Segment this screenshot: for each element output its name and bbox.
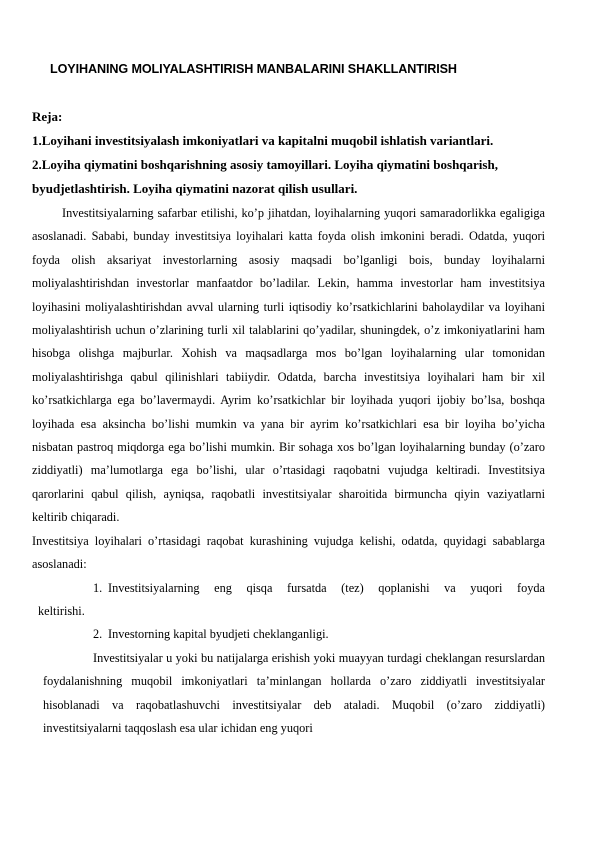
list-item-2-number: 2. <box>93 627 103 642</box>
list-item-1-number: 1. <box>93 580 103 595</box>
list-item-1 <box>32 577 545 600</box>
plan-item-1: 1.Loyihani investitsiyalash imkoniyatlari va kapitalni muqobil ishlatish variantlari. <box>32 133 494 148</box>
paragraph-1: Investitsiyalarning safarbar etilishi, ko’p jihatdan, loyihalarning yuqori samaradorlikka egaligiga asoslanadi. Sababi, bunday investitsiya loyihalari katta foyda olish imkonini beradi. Odatda, yuqori foyda olish aksariyat investorlarning asosiy maqsadi bo’lganligi bois, bunday loyihalarni moliyalashtirishdan investorlar manfaatdor bo’ladilar. Lekin, hamma investorlar ham investitsiya loyihasini moliyalashtirishdan avval ularning turli iqtisodiy ko’rsatkichlarini baholaydilar va loyihani moliyalashtirish uchun o’zlarining turli xil talablarini qo’yadilar, shuningdek, o’z imkoniyatlarini ham hisobga olishga majburlar. Xohish va maqsadlarga mos bo’lgan loyihalarning ular tomonidan moliyalashtirishga qabul qilinishlari tabiiydir. Odatda, barcha investitsiya loyihalari ham bir xil ko’rsatkichlarga ega bo’lavermaydi. Ayrim ko’rsatkichlar bir loyihada yuqori ijobiy bo’lsa, boshqa loyihada esa aksincha bo’lishi mumkin va yana bir ayrim ko’rsatkichlari esa bir loyiha bo’yicha nisbatan pastroq miqdorga ega bo’lishi mumkin. Bir sohaga xos bo’lgan loyihalarning bunday (o’zaro ziddiyatli) ma’lumotlarga ega bo’lishi, ular o’rtasidagi raqobatni vujudga keltiradi. Investitsiya qarorlarini qabul qilish, ayniqsa, raqobatli investitsiyalar sharoitida birmuncha qiyin vaziyatlarni keltirib chiqaradi. <box>32 206 545 525</box>
plan-item-2: 2.Loyiha qiymatini boshqarishning asosiy tamoyillari. Loyiha qiymatini boshqarish, byudjetlashtirish. Loyiha qiymatini nazorat qilish usullari. <box>32 157 498 196</box>
document-body <box>32 202 545 740</box>
plan-section <box>32 105 562 201</box>
list-item-2 <box>32 623 545 646</box>
list-item-2-text: Investorning kapital byudjeti cheklanganligi. <box>108 627 329 642</box>
paragraph-3: Investitsiyalar u yoki bu natijalarga erishish yoki muayyan turdagi cheklangan resurslardan foydalanishning muqobil imkoniyatlari ta’minlangan hollarda o’zaro ziddiyatli investitsiyalar hisoblanadi va raqobatlashuvchi investitsiyalar deb ataladi. Muqobil (o’zaro ziddiyatli) investitsiyalarni taqqoslash esa ular ichidan eng yuqori <box>43 650 545 735</box>
list-item-1-text: Investitsiyalarning eng qisqa fursatda (tez) qoplanishi va yuqori foyda <box>108 580 545 595</box>
paragraph-2: Investitsiya loyihalari o’rtasidagi raqobat kurashining vujudga kelishi, odatda, quyidagi sabablarga asoslanadi: <box>32 533 545 572</box>
document-title: LOYIHANING MOLIYALASHTIRISH MANBALARINI SHAKLLANTIRISH <box>50 62 457 76</box>
list-item-1-continuation: keltirishi. <box>38 603 85 618</box>
plan-label: Reja: <box>32 109 63 124</box>
